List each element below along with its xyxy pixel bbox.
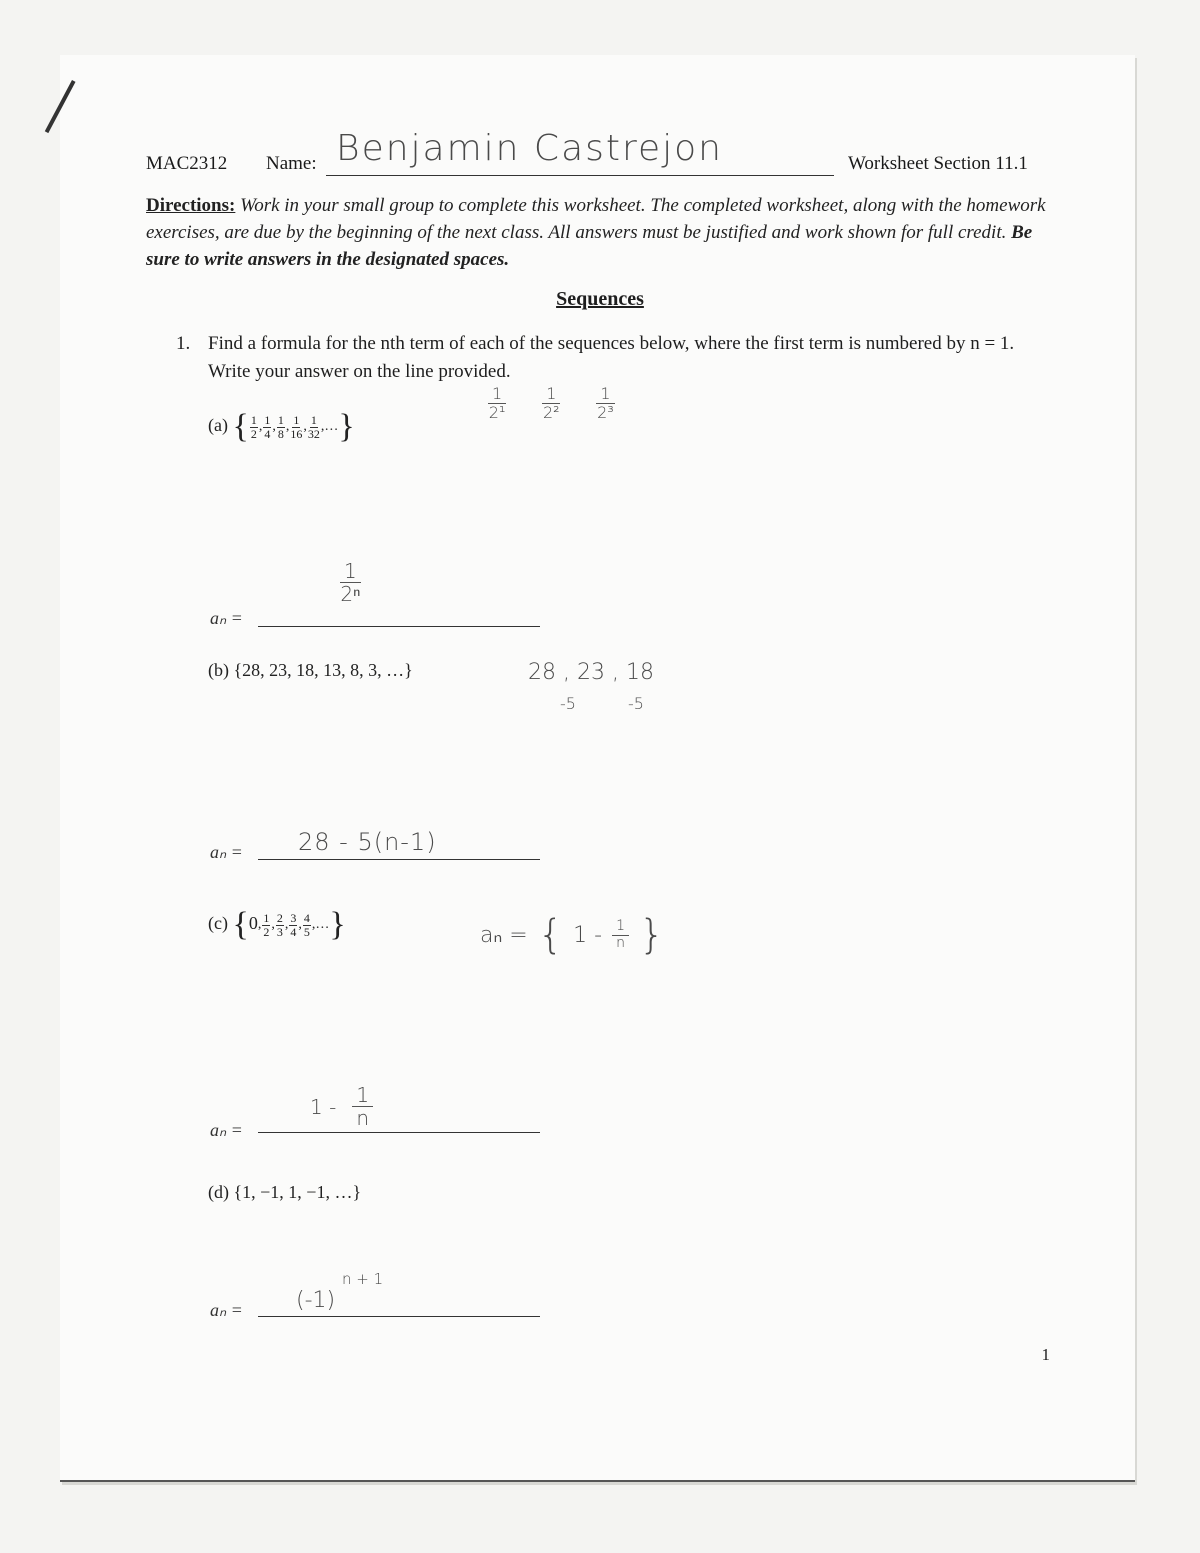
name-line (326, 175, 834, 176)
student-name: Benjamin Castrejon (336, 128, 723, 169)
numerator: 1 (310, 412, 317, 427)
numerator: 1 (293, 412, 300, 427)
comma: , (271, 917, 275, 932)
question-text: Find a formula for the nth term of each of the sequences below, where the first term is numbered by n = 1. Write your answer on the line provided. (208, 333, 1015, 382)
comma: , (285, 419, 290, 434)
denominator: 2¹ (488, 402, 506, 422)
answer-line-b (258, 859, 540, 860)
part-c-fraction (289, 912, 297, 939)
an-label: aₙ = (210, 1300, 243, 1320)
part-b-answer: 28 - 5(n-1) (298, 828, 437, 856)
part-a-answer (340, 560, 361, 605)
answer-numerator: 1 (352, 1084, 373, 1107)
close-brace: } (639, 912, 665, 958)
part-b-diff-1: -5 (560, 694, 576, 713)
answer-line-a (258, 626, 540, 627)
numerator: 1 (250, 412, 257, 427)
part-b-work-terms: 28 , 23 , 18 (528, 660, 654, 685)
part-c-first-term: 0 (248, 913, 258, 934)
part-b-terms: {28, 23, 18, 13, 8, 3, …} (233, 660, 413, 680)
ellipsis: … (324, 419, 339, 434)
page-number: 1 (1041, 1345, 1050, 1364)
denominator: 2³ (597, 402, 614, 422)
comma: , (320, 419, 325, 434)
answer-line-d (258, 1316, 540, 1317)
comma: , (272, 419, 276, 434)
part-c-work-rhs: 1 - (573, 922, 603, 948)
denominator: 3 (276, 924, 283, 939)
part-a-fraction (250, 414, 258, 441)
part-b-sequence (208, 660, 413, 681)
numerator: 1 (263, 910, 270, 925)
an-label: aₙ = (210, 842, 243, 862)
part-c-fractions (261, 910, 316, 939)
ellipsis: … (315, 917, 330, 932)
frac-num: 1 (612, 919, 629, 935)
close-brace: } (338, 408, 355, 445)
part-a-fraction (263, 414, 271, 441)
denominator: 4 (264, 426, 271, 441)
comma: , (284, 917, 289, 932)
comma: , (258, 419, 263, 434)
numerator: 4 (303, 910, 310, 925)
part-c-answer (310, 1084, 373, 1129)
directions-body: Work in your small group to complete this worksheet. The completed worksheet, along with the homework exercises, are due by the beginning of the next class. All answers must be justified and work shown for full credit. (146, 195, 1046, 243)
directions (146, 192, 1056, 273)
part-b-label: (b) (208, 660, 229, 680)
denominator: 2 (263, 924, 270, 939)
comma: , (303, 419, 307, 434)
part-a-work-fraction (542, 385, 560, 421)
part-a-sequence (208, 408, 355, 446)
part-d-label: (d) (208, 1182, 229, 1202)
frac-den: n (616, 934, 625, 951)
part-d-sequence (208, 1182, 361, 1203)
part-a-fraction (290, 414, 302, 441)
part-a-work (488, 385, 615, 421)
an-label: aₙ = (210, 1120, 243, 1140)
open-brace: { (232, 906, 249, 943)
section-heading: Sequences (556, 288, 644, 310)
close-brace: } (329, 906, 346, 943)
part-d-answer: (-1) (296, 1288, 336, 1313)
part-a-work-fraction (488, 385, 506, 421)
name-label: Name: (266, 153, 317, 174)
numerator: 1 (488, 385, 506, 404)
course-code: MAC2312 (146, 153, 228, 174)
part-a-fractions (249, 412, 325, 441)
numerator: 1 (542, 385, 560, 404)
open-brace: { (537, 912, 564, 958)
part-d-answer-exponent: n + 1 (342, 1270, 384, 1288)
denominator: 8 (277, 426, 284, 441)
directions-emphasis: Be sure to write answers in the designated spaces. (146, 222, 1033, 270)
denominator: 16 (290, 426, 303, 441)
open-brace: { (232, 408, 249, 445)
question-number: 1. (176, 333, 191, 354)
part-a-fraction (277, 414, 285, 441)
denominator: 5 (303, 924, 310, 939)
answer-numerator: 1 (340, 560, 361, 583)
denominator: 2² (542, 402, 560, 422)
numerator: 1 (596, 385, 614, 404)
part-d-terms: {1, −1, 1, −1, …} (233, 1182, 362, 1202)
comma: , (298, 917, 302, 932)
directions-lead: Directions: (146, 195, 236, 216)
part-a-label: (a) (208, 415, 228, 436)
part-a-work-fraction (596, 385, 614, 421)
part-c-fraction (262, 912, 270, 939)
part-c-label: (c) (208, 913, 228, 934)
numerator: 2 (276, 910, 283, 925)
denominator: 4 (290, 924, 297, 939)
denominator: 2 (250, 426, 257, 441)
numerator: 1 (277, 412, 284, 427)
part-c-work-lhs: aₙ = (480, 922, 528, 948)
comma: , (311, 917, 316, 932)
numerator: 1 (264, 412, 271, 427)
numerator: 3 (290, 910, 297, 925)
part-c-fraction (276, 912, 284, 939)
answer-denominator: n (356, 1106, 370, 1130)
answer-prefix: 1 - (310, 1094, 337, 1119)
denominator: 32 (307, 426, 320, 441)
part-c-fraction (303, 912, 311, 939)
part-c-work (480, 912, 664, 958)
part-b-diff-2: -5 (628, 694, 644, 713)
answer-line-c (258, 1132, 540, 1133)
section-title: Worksheet Section 11.1 (848, 153, 1028, 174)
an-label: aₙ = (210, 608, 243, 628)
part-c-sequence: (c) {0, $\frac{1}{2}$ , $\frac{2}{3}$ , $\frac{3}{4}$ , $\frac{4}{5}$ ,…} (208, 906, 346, 943)
answer-denominator: 2ⁿ (340, 582, 361, 606)
part-a-fraction (308, 414, 320, 441)
